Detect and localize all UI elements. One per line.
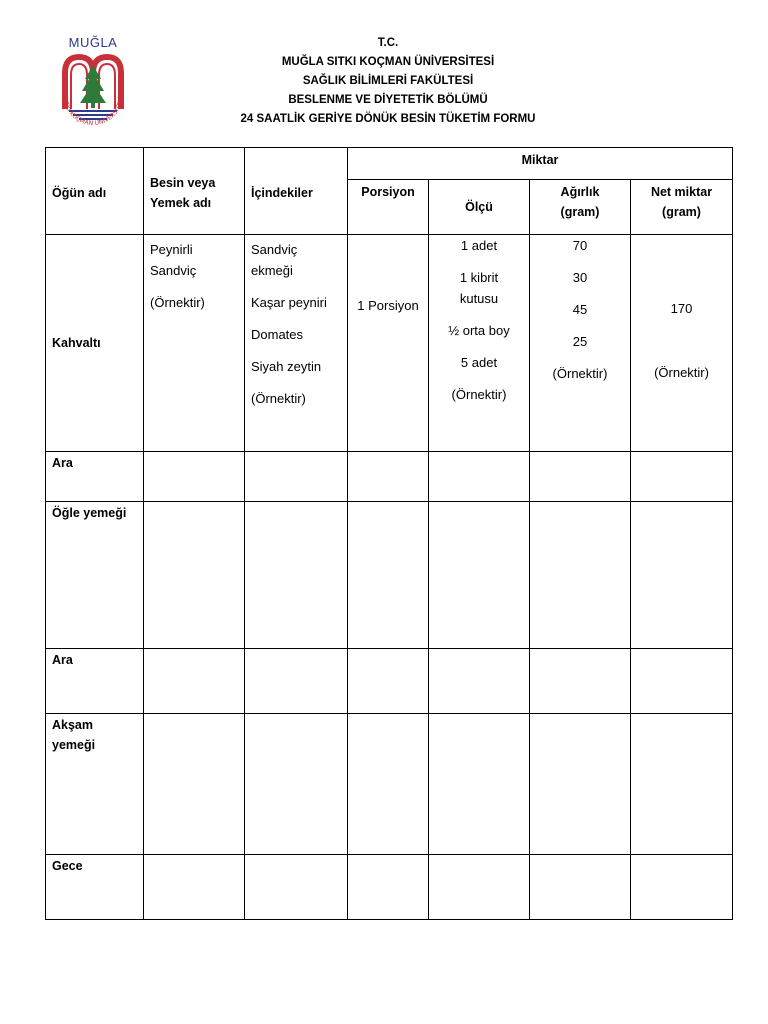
table-row: [46, 452, 733, 502]
table-row: [46, 235, 733, 452]
header-portion: Porsiyon: [348, 180, 429, 235]
example-ingredients-cell: Sandviç ekmeği Kaşar peyniri Domates Siyah zeytin (Örnektir): [245, 235, 348, 452]
header-measure: Ölçü: [429, 180, 530, 235]
form-heading: [180, 34, 596, 129]
heading-line-4: BESLENME VE DİYETETİK BÖLÜMÜ: [288, 94, 488, 106]
header-meal-name: Öğün adı: [46, 148, 144, 235]
example-portion-cell: 1 Porsiyon: [348, 235, 429, 452]
logo-ring-text: SITKI KOÇMAN ÜNİVERSİTESİ: [61, 96, 125, 128]
university-logo: [55, 35, 131, 139]
example-measure-cell: 1 adet 1 kibrit kutusu ½ orta boy 5 adet (Örnektir): [429, 235, 530, 452]
meal-dinner: Akşam yemeği: [46, 714, 144, 855]
logo-emblem-icon: [55, 51, 131, 139]
meal-breakfast: Kahvaltı: [46, 235, 144, 452]
meal-night: Gece: [46, 855, 144, 920]
header-amount: Miktar: [348, 148, 733, 180]
table-row: [46, 855, 733, 920]
header-net-amount: Net miktar (gram): [631, 180, 733, 235]
heading-line-3: SAĞLIK BİLİMLERİ FAKÜLTESİ: [302, 75, 474, 87]
heading-line-2: MUĞLA SITKI KOÇMAN ÜNİVERSİTESİ: [281, 56, 495, 68]
header-weight: Ağırlık (gram): [530, 180, 631, 235]
example-net-cell: 170 (Örnektir): [631, 235, 733, 452]
heading-line-1: T.C.: [377, 37, 399, 49]
meal-snack-2: Ara: [46, 649, 144, 714]
heading-line-5: 24 SAATLİK GERİYE DÖNÜK BESİN TÜKETİM FORMU: [240, 113, 536, 125]
table-row: [46, 502, 733, 649]
meal-lunch: Öğle yemeği: [46, 502, 144, 649]
example-food-cell: Peynirli Sandviç (Örnektir): [144, 235, 245, 452]
table-row: [46, 649, 733, 714]
food-consumption-table: [45, 147, 733, 920]
header-ingredients: İçindekiler: [245, 148, 348, 235]
table-row: [46, 714, 733, 855]
header-food-name: Besin veya Yemek adı: [144, 148, 245, 235]
meal-snack-1: Ara: [46, 452, 144, 502]
example-weight-cell: 70 30 45 25 (Örnektir): [530, 235, 631, 452]
logo-word: MUĞLA: [68, 35, 118, 50]
